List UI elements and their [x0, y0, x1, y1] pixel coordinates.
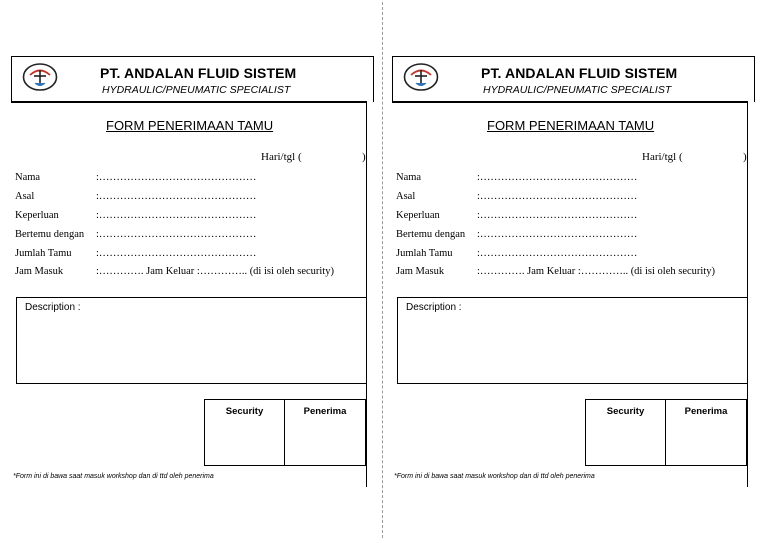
receiver-signature-cell[interactable] — [666, 400, 746, 465]
company-tagline: HYDRAULIC/PNEUMATIC SPECIALIST — [102, 84, 291, 96]
field-value[interactable]: :……………………………………… — [96, 172, 257, 183]
form-field-row[interactable] — [396, 191, 637, 202]
form-footnote: *Form ini di bawa saat masuk workshop dan di ttd oleh penerima — [13, 473, 214, 480]
page-divider — [382, 2, 383, 538]
field-label: Jam Masuk — [396, 266, 445, 277]
description-label: Description : — [25, 302, 81, 313]
description-box[interactable] — [397, 297, 748, 384]
signature-table — [585, 399, 747, 466]
field-value[interactable]: :…………. Jam Keluar :………….. (di isi oleh security) — [477, 266, 715, 277]
signature-table — [204, 399, 366, 466]
form-header — [392, 56, 755, 102]
form-field-row[interactable] — [15, 191, 256, 202]
field-label: Nama — [15, 172, 41, 183]
receiver-signature-cell[interactable] — [285, 400, 365, 465]
field-value[interactable]: :……………………………………… — [477, 248, 638, 259]
field-value[interactable]: :……………………………………… — [477, 229, 638, 240]
field-value[interactable]: :……………………………………… — [477, 191, 638, 202]
field-label: Keperluan — [396, 210, 440, 221]
field-label: Jumlah Tamu — [396, 248, 453, 259]
form-title: FORM PENERIMAAN TAMU — [106, 118, 274, 133]
date-close-paren: ) — [743, 151, 747, 163]
security-label: Security — [225, 406, 264, 417]
date-close-paren: ) — [362, 151, 366, 163]
date-field[interactable] — [642, 151, 747, 163]
form-field-row[interactable] — [396, 266, 715, 277]
form-field-row[interactable] — [396, 248, 637, 259]
form-header — [11, 56, 374, 102]
form-field-row[interactable] — [15, 229, 256, 240]
field-value[interactable]: :…………. Jam Keluar :………….. (di isi oleh security) — [96, 266, 334, 277]
field-value[interactable]: :……………………………………… — [477, 172, 638, 183]
field-label: Jam Masuk — [15, 266, 64, 277]
description-box[interactable] — [16, 297, 367, 384]
company-tagline: HYDRAULIC/PNEUMATIC SPECIALIST — [483, 84, 672, 96]
form-field-row[interactable] — [15, 266, 334, 277]
date-label: Hari/tgl ( — [261, 151, 302, 163]
field-value[interactable]: :……………………………………… — [96, 229, 257, 240]
company-name: PT. ANDALAN FLUID SISTEM — [481, 65, 678, 81]
field-label: Jumlah Tamu — [15, 248, 72, 259]
form-field-row[interactable] — [15, 248, 256, 259]
form-field-row[interactable] — [15, 172, 256, 183]
field-label: Asal — [15, 191, 35, 202]
field-value[interactable]: :……………………………………… — [96, 210, 257, 221]
company-logo-icon — [22, 62, 58, 92]
field-label: Nama — [396, 172, 422, 183]
field-label: Bertemu dengan — [15, 229, 85, 240]
security-signature-cell[interactable] — [205, 400, 285, 465]
receiver-label: Penerima — [684, 406, 728, 417]
field-label: Bertemu dengan — [396, 229, 466, 240]
field-value[interactable]: :……………………………………… — [96, 248, 257, 259]
field-value[interactable]: :……………………………………… — [477, 210, 638, 221]
receiver-label: Penerima — [303, 406, 347, 417]
form-body — [392, 101, 748, 487]
date-field[interactable] — [261, 151, 366, 163]
form-field-row[interactable] — [396, 210, 637, 221]
field-value[interactable]: :……………………………………… — [96, 191, 257, 202]
form-title: FORM PENERIMAAN TAMU — [487, 118, 655, 133]
form-field-row[interactable] — [15, 210, 256, 221]
security-signature-cell[interactable] — [586, 400, 666, 465]
security-label: Security — [606, 406, 645, 417]
form-field-row[interactable] — [396, 172, 637, 183]
company-logo-icon — [403, 62, 439, 92]
guest-form — [11, 56, 375, 486]
guest-form — [392, 56, 756, 486]
form-field-row[interactable] — [396, 229, 637, 240]
description-label: Description : — [406, 302, 462, 313]
field-label: Keperluan — [15, 210, 59, 221]
form-footnote: *Form ini di bawa saat masuk workshop dan di ttd oleh penerima — [394, 473, 595, 480]
company-name: PT. ANDALAN FLUID SISTEM — [100, 65, 297, 81]
field-label: Asal — [396, 191, 416, 202]
form-body — [11, 101, 367, 487]
date-label: Hari/tgl ( — [642, 151, 683, 163]
